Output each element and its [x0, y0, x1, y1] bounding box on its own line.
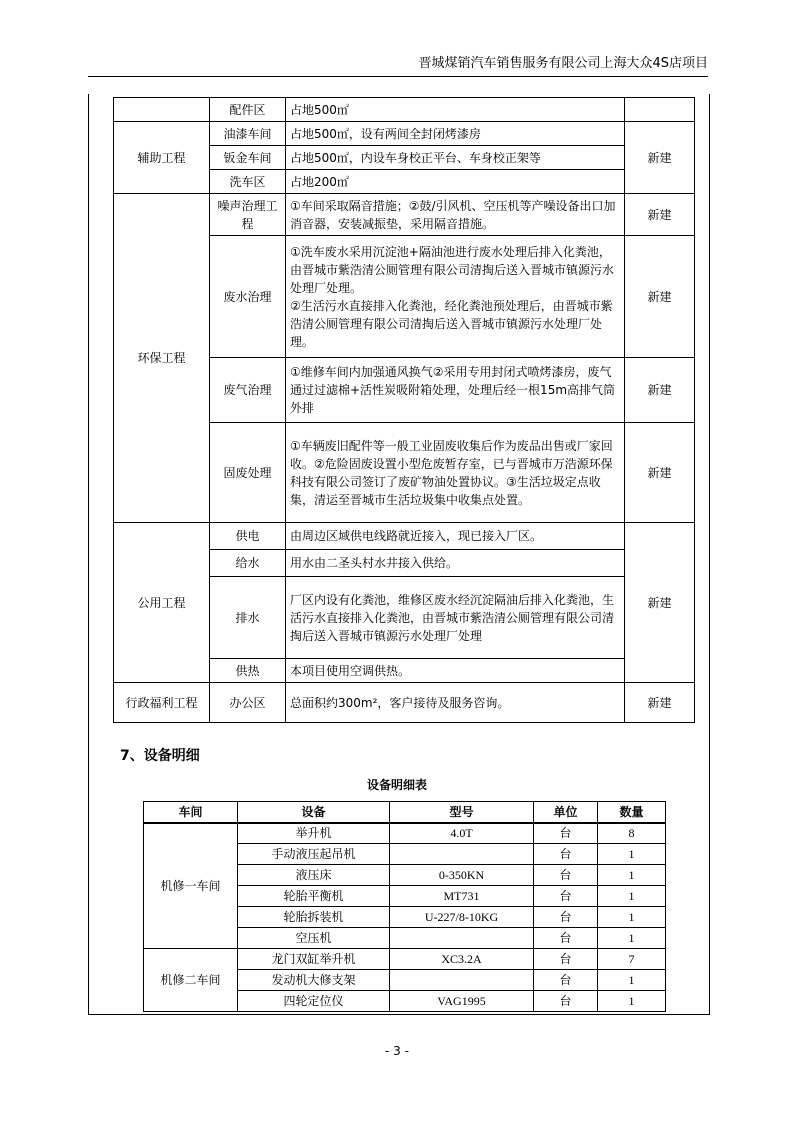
equipment-name: 发动机大修支架: [238, 970, 390, 991]
equipment-name: 空压机: [238, 928, 390, 949]
item-desc: 总面积约300m²，客户接待及服务咨询。: [286, 683, 625, 723]
workshop-cell: 机修二车间: [144, 949, 238, 1012]
equipment-model: [390, 928, 534, 949]
item-name: 固废处理: [210, 423, 286, 523]
equipment-qty: 1: [598, 865, 666, 886]
item-desc: 本项目使用空调供热。: [286, 659, 625, 683]
equipment-name: 龙门双缸举升机: [238, 949, 390, 970]
item-name: 洗车区: [210, 170, 286, 194]
workshop-cell: 机修一车间: [144, 823, 238, 949]
equipment-unit: 台: [534, 886, 598, 907]
table-row: [114, 194, 695, 236]
status-cell: 新建: [625, 423, 695, 523]
equipment-unit: 台: [534, 907, 598, 928]
item-desc: [286, 236, 625, 358]
category-cell: 环保工程: [114, 194, 210, 523]
equipment-qty: 8: [598, 823, 666, 844]
column-header: 型号: [390, 802, 534, 823]
category-cell: 行政福利工程: [114, 683, 210, 723]
equipment-unit: 台: [534, 928, 598, 949]
table-header-row: [144, 802, 666, 823]
equipment-unit: 台: [534, 844, 598, 865]
equipment-qty: 1: [598, 907, 666, 928]
equipment-qty: 1: [598, 886, 666, 907]
column-header: 数量: [598, 802, 666, 823]
equipment-name: 四轮定位仪: [238, 991, 390, 1012]
item-name: 给水: [210, 550, 286, 577]
equipment-model: XC3.2A: [390, 949, 534, 970]
page-header: 晋城煤销汽车销售服务有限公司上海大众4S店项目: [88, 55, 708, 77]
category-cell: 公用工程: [114, 523, 210, 683]
item-name: 钣金车间: [210, 146, 286, 170]
table-row: [114, 523, 695, 550]
table-row: [114, 122, 695, 146]
equipment-qty: 1: [598, 928, 666, 949]
equipment-name: 轮胎拆装机: [238, 907, 390, 928]
item-desc: 用水由二圣头村水井接入供给。: [286, 550, 625, 577]
item-desc: 占地500㎡，内设车身校正平台、车身校正架等: [286, 146, 625, 170]
item-name: 废水治理: [210, 236, 286, 358]
equipment-name: 手动液压起吊机: [238, 844, 390, 865]
item-desc: 占地500㎡，设有两间全封闭烤漆房: [286, 122, 625, 146]
equipment-qty: 1: [598, 991, 666, 1012]
equipment-model: 4.0T: [390, 823, 534, 844]
item-desc: 占地500㎡: [286, 98, 625, 122]
item-name: 配件区: [210, 98, 286, 122]
equipment-unit: 台: [534, 865, 598, 886]
item-name: 供电: [210, 523, 286, 550]
equipment-model: VAG1995: [390, 991, 534, 1012]
category-cell: [114, 98, 210, 122]
item-name: 废气治理: [210, 358, 286, 423]
equipment-qty: 7: [598, 949, 666, 970]
equipment-qty: 1: [598, 970, 666, 991]
column-header: 车间: [144, 802, 238, 823]
equipment-name: 举升机: [238, 823, 390, 844]
item-desc: ①车间采取隔音措施；②鼓/引风机、空压机等产噪设备出口加消音器，安装减振垫，采用隔音措施。: [286, 194, 625, 236]
equipment-name: 轮胎平衡机: [238, 886, 390, 907]
item-name: 供热: [210, 659, 286, 683]
equipment-model: [390, 844, 534, 865]
equipment-unit: 台: [534, 991, 598, 1012]
equipment-unit: 台: [534, 823, 598, 844]
status-cell: 新建: [625, 194, 695, 236]
item-desc-part: ②生活污水直接排入化粪池，经化粪池预处理后，由晋城市紫浩清公厕管理有限公司清掏后送入晋城市镇源污水处理厂处理。: [290, 298, 613, 349]
status-cell: [625, 98, 695, 122]
table-row: [114, 683, 695, 723]
equipment-unit: 台: [534, 949, 598, 970]
equipment-model: MT731: [390, 886, 534, 907]
item-desc-part: ①洗车废水采用沉淀池+隔油池进行废水处理后排入化粪池，由晋城市紫浩清公厕管理有限公司清掏后送入晋城市镇源污水处理厂处理。: [290, 244, 615, 295]
category-cell: 辅助工程: [114, 122, 210, 194]
project-composition-table: [113, 97, 695, 723]
item-name: 油漆车间: [210, 122, 286, 146]
equipment-table: [143, 801, 666, 1012]
equipment-name: 液压床: [238, 865, 390, 886]
table-row: [144, 949, 666, 970]
status-cell: 新建: [625, 683, 695, 723]
equipment-model: U-227/8-10KG: [390, 907, 534, 928]
equipment-unit: 台: [534, 970, 598, 991]
item-desc: ①维修车间内加强通风换气②采用专用封闭式喷烤漆房，废气通过过滤棉+活性炭吸附箱处理，处理后经一根15m高排气筒外排: [286, 358, 625, 423]
page-number: - 3 -: [385, 1044, 409, 1058]
item-desc: 占地200㎡: [286, 170, 625, 194]
equipment-model: [390, 970, 534, 991]
table-caption: 设备明细表: [366, 778, 427, 792]
status-cell: 新建: [625, 236, 695, 358]
column-header: 设备: [238, 802, 390, 823]
status-cell: 新建: [625, 122, 695, 194]
column-header: 单位: [534, 802, 598, 823]
item-desc: 由周边区域供电线路就近接入，现已接入厂区。: [286, 523, 625, 550]
section-title: 7、设备明细: [120, 748, 200, 764]
status-cell: 新建: [625, 523, 695, 683]
item-name: 排水: [210, 577, 286, 659]
table-row: [114, 98, 695, 122]
status-cell: 新建: [625, 358, 695, 423]
item-desc: 厂区内设有化粪池，维修区废水经沉淀隔油后排入化粪池，生活污水直接排入化粪池，由晋城市紫浩清公厕管理有限公司清掏后送入晋城市镇源污水处理厂处理: [286, 577, 625, 659]
equipment-qty: 1: [598, 844, 666, 865]
item-name: 噪声治理工程: [210, 194, 286, 236]
item-name: 办公区: [210, 683, 286, 723]
equipment-model: 0-350KN: [390, 865, 534, 886]
item-desc: ①车辆废旧配件等一般工业固废收集后作为废品出售或厂家回收。②危险固废设置小型危废暂存室，已与晋城市万浩源环保科技有限公司签订了废矿物油处置协议。③生活垃圾定点收集，清运至晋城市生活垃圾集中收集点处置。: [286, 423, 625, 523]
table-row: [144, 823, 666, 844]
